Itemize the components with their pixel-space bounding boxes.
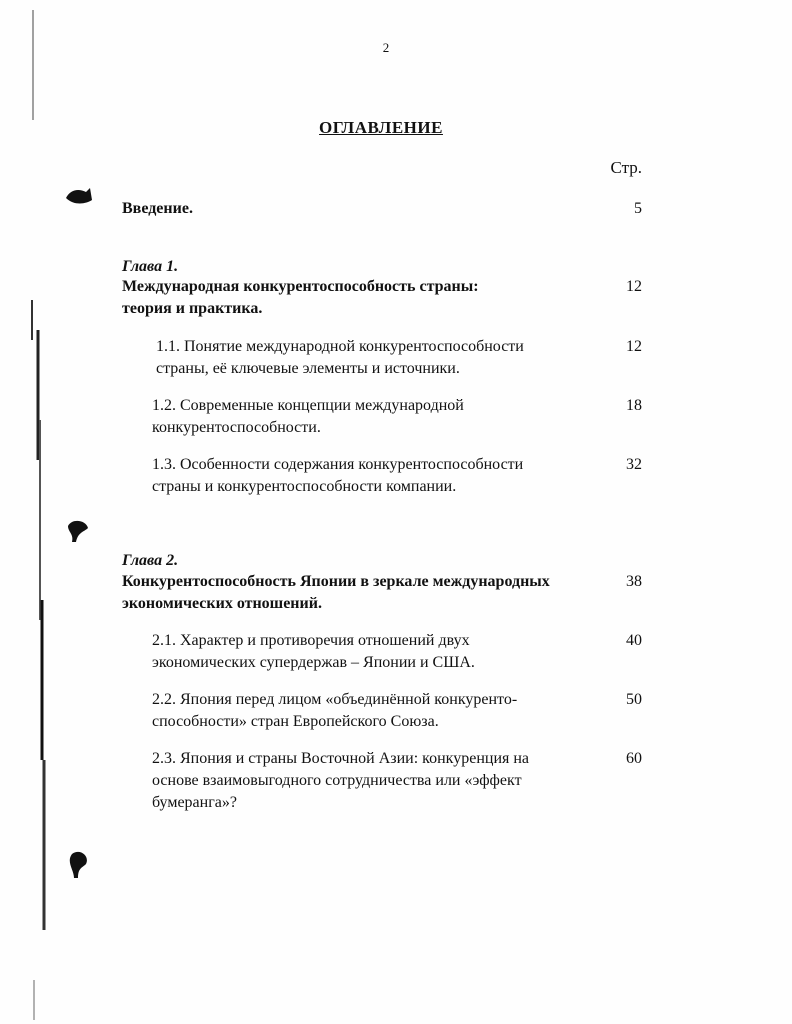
toc-entry-section-1-1[interactable] [156,336,642,380]
toc-entry-page: 12 [626,338,642,355]
toc-entry-intro[interactable] [122,198,642,220]
section-title-line: 2.2. Япония перед лицом «объединённой конкуренто- [152,691,518,708]
chapter-title-line: теория и практика. [122,300,263,317]
toc-entry-section-1-2[interactable] [152,395,642,439]
chapter-label: Глава 2. [122,552,179,569]
page-title: ОГЛАВЛЕНИЕ [319,118,443,137]
chapter-title-line: экономических отношений. [122,595,322,612]
scan-edge-artifact [28,0,50,1024]
section-title-line: 2.1. Характер и противоречия отношений двух [152,632,470,649]
chapter-title-line: Международная конкурентоспособность страны: [122,278,479,295]
toc-entry-page: 18 [626,397,642,414]
binding-hole-icon [64,186,94,208]
toc-entry-label: Введение. [122,200,193,217]
section-title-line: конкурентоспособности. [152,419,321,436]
chapter-label: Глава 1. [122,258,179,275]
section-title-line: 1.1. Понятие международной конкурентоспособности [156,338,524,355]
toc-entry-page: 32 [626,456,642,473]
toc-entry-page: 12 [626,278,642,295]
toc-entry-page: 60 [626,750,642,767]
chapter-title-line: Конкурентоспособность Японии в зеркале международных [122,573,550,590]
toc-entry-chapter-1[interactable] [122,276,642,320]
toc-entry-chapter-2[interactable] [122,571,642,615]
binding-hole-icon [66,850,92,880]
page-column-label: Стр. [610,158,642,177]
toc-entry-page: 40 [626,632,642,649]
binding-hole-icon [64,518,90,544]
section-title-line: экономических супердержав – Японии и США. [152,654,475,671]
page-number: 2 [382,40,390,55]
section-title-line: страны, её ключевые элементы и источники. [156,360,460,377]
toc-entry-section-2-3[interactable] [152,748,642,814]
toc-entry-section-2-2[interactable] [152,689,642,733]
section-title-line: бумеранга»? [152,794,237,811]
toc-entry-section-1-3[interactable] [152,454,642,498]
section-title-line: 1.3. Особенности содержания конкурентоспособности [152,456,524,473]
toc-entry-page: 50 [626,691,642,708]
toc-entry-page: 38 [626,573,642,590]
section-title-line: 2.3. Япония и страны Восточной Азии: конкуренция на [152,750,530,767]
section-title-line: страны и конкурентоспособности компании. [152,478,457,495]
section-title-line: основе взаимовыгодного сотрудничества или «эффект [152,772,522,789]
section-title-line: способности» стран Европейского Союза. [152,713,439,730]
toc-entry-page: 5 [634,200,642,217]
section-title-line: 1.2. Современные концепции международной [152,397,464,414]
toc-entry-section-2-1[interactable] [152,630,642,674]
